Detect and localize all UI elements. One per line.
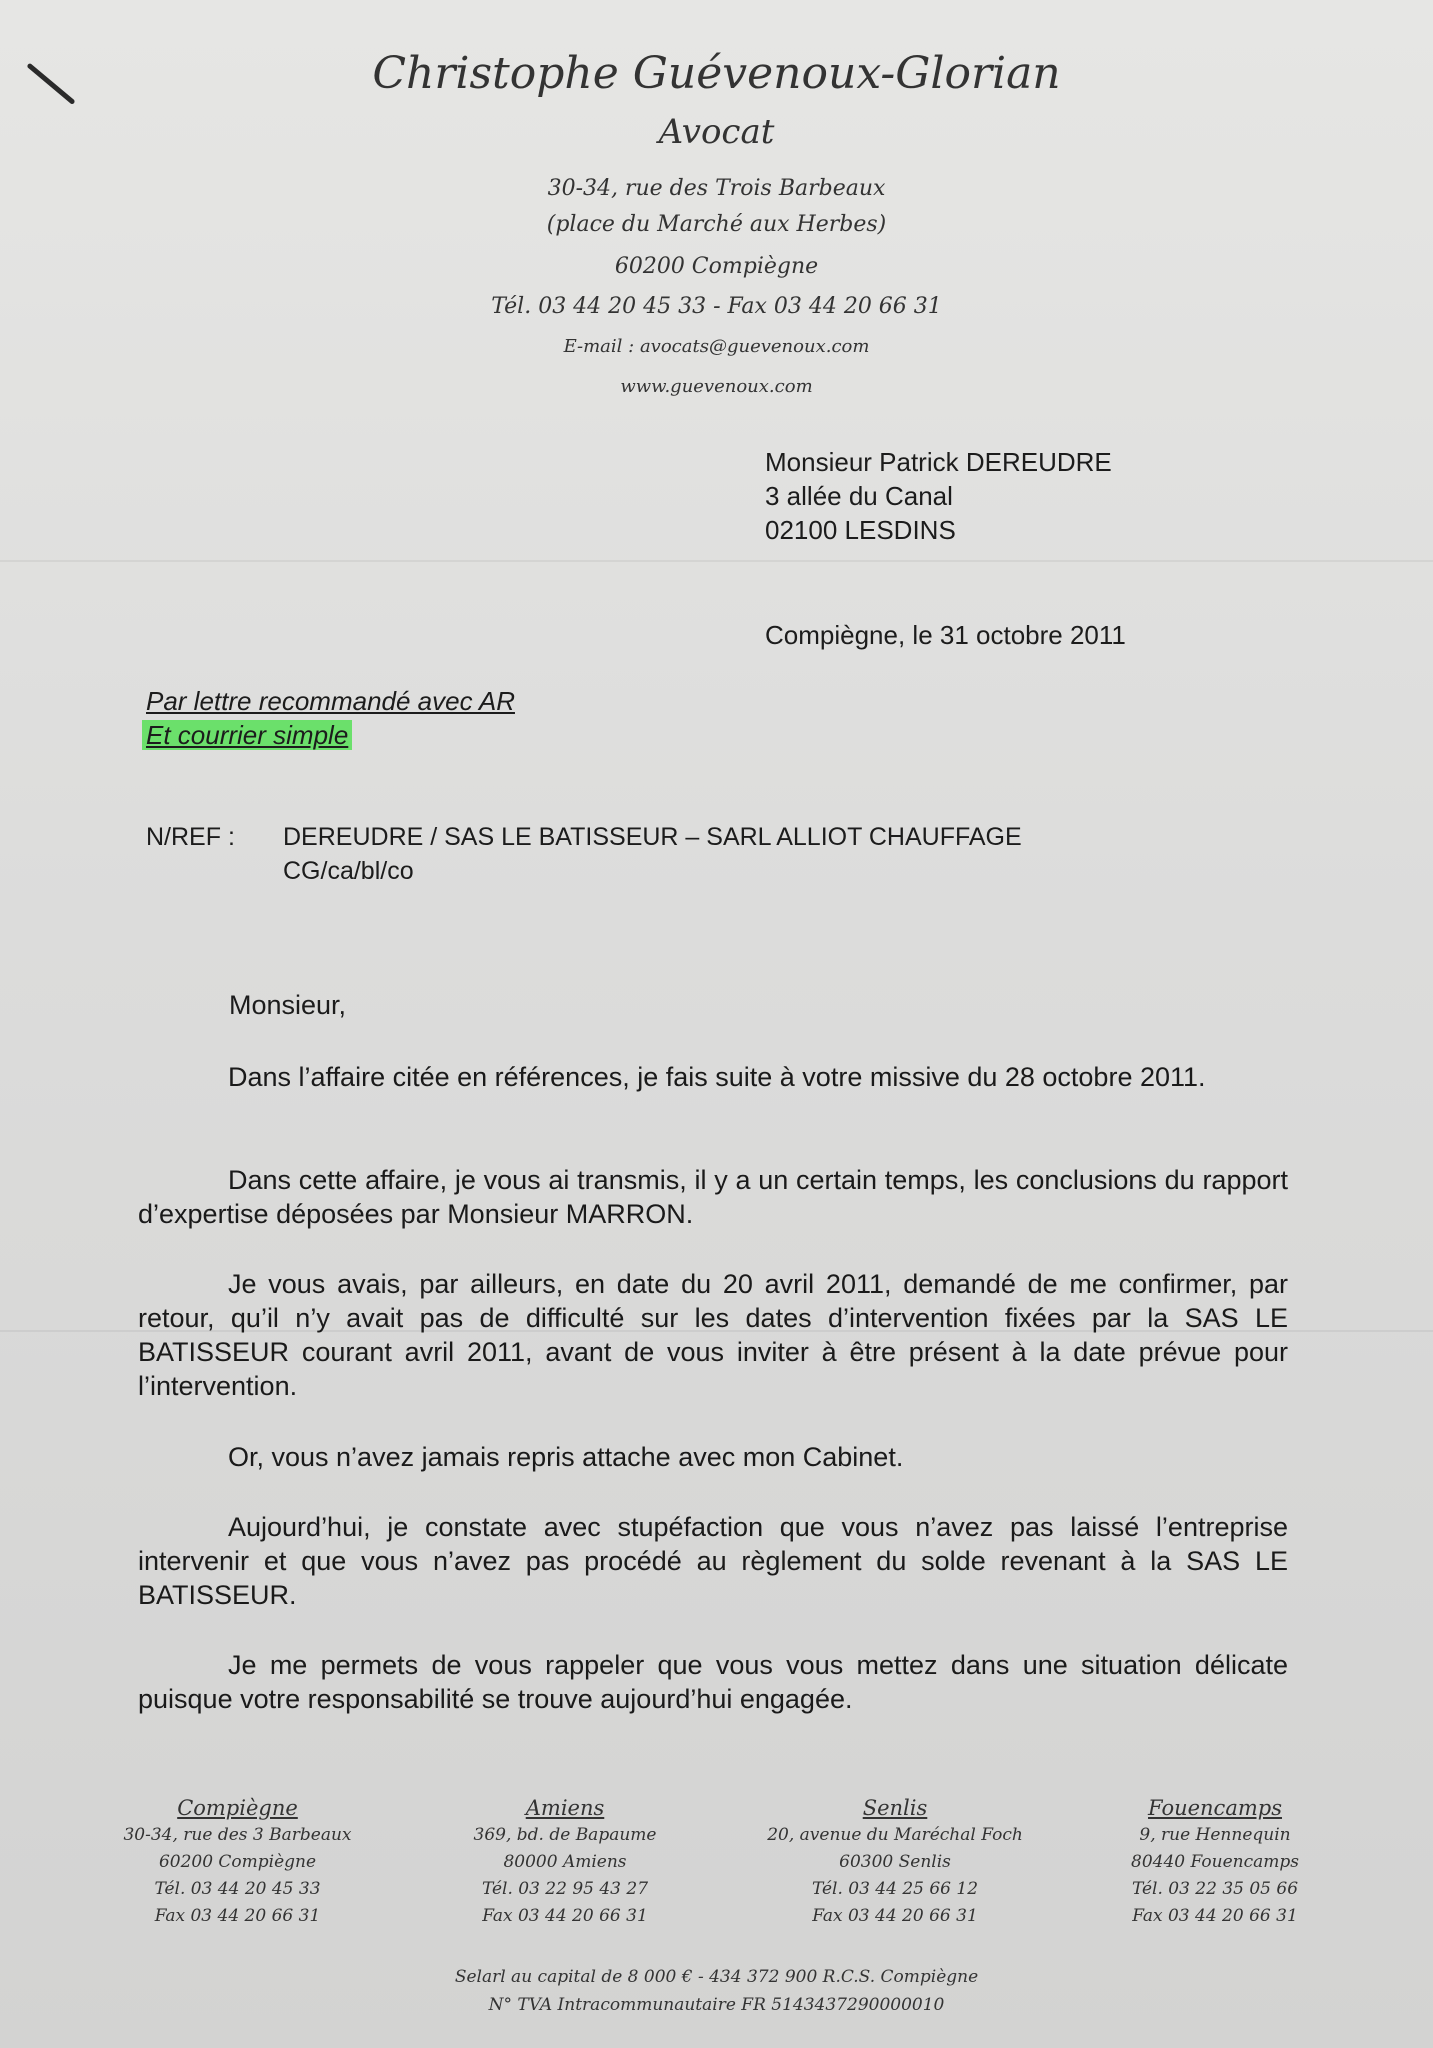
office-line2: 80000 Amiens xyxy=(503,1852,627,1872)
legal-line2: N° TVA Intracommunautaire FR 5143437290000010 xyxy=(488,1995,945,2015)
office-line1: 30-34, rue des 3 Barbeaux xyxy=(123,1825,352,1845)
office-tel: Tél. 03 44 25 66 12 xyxy=(811,1879,979,1899)
office-city: Senlis xyxy=(862,1796,928,1820)
office-line2: 80440 Fouencamps xyxy=(1131,1852,1299,1872)
delivery-line2: Et courrier simple xyxy=(142,720,352,750)
office-fax: Fax 03 44 20 66 31 xyxy=(812,1906,978,1926)
recipient-block xyxy=(765,445,1112,547)
office-city: Compiègne xyxy=(177,1796,298,1820)
recipient-city: 02100 LESDINS xyxy=(765,515,956,545)
salutation: Monsieur, xyxy=(229,990,347,1020)
paper-fold xyxy=(0,560,1433,562)
office-fax: Fax 03 44 20 66 31 xyxy=(482,1906,648,1926)
office-line2: 60300 Senlis xyxy=(839,1852,951,1872)
office-fax: Fax 03 44 20 66 31 xyxy=(1132,1906,1298,1926)
letterhead-title: Avocat xyxy=(658,112,775,152)
recipient-street: 3 allée du Canal xyxy=(765,481,953,511)
office-fax: Fax 03 44 20 66 31 xyxy=(154,1906,321,1926)
office-line1: 20, avenue du Maréchal Foch xyxy=(767,1825,1023,1845)
date-line: Compiègne, le 31 octobre 2011 xyxy=(765,620,1126,650)
office-tel: Tél. 03 44 20 45 33 xyxy=(154,1879,321,1899)
letterhead-website: www.guevenoux.com xyxy=(620,376,813,397)
body-paragraph: Je vous avais, par ailleurs, en date du 20 avril 2011, demandé de me confirmer, par retour, qu’il n’y avait pas de difficulté sur les dates d’intervention fixées par la SAS LE BATISSEUR courant avril 2011, avant de vous inviter à être présent à la date prévue pour l’intervention. xyxy=(138,1269,1288,1401)
letterhead-email: E-mail : avocats@guevenoux.com xyxy=(563,336,870,357)
reference-block xyxy=(283,820,1022,888)
delivery-line2-highlighted xyxy=(142,718,352,752)
office-city: Fouencamps xyxy=(1148,1796,1282,1820)
letterhead-city: 60200 Compiègne xyxy=(614,254,819,279)
body-paragraph: Dans l’affaire citée en références, je fais suite à votre missive du 28 octobre 2011. xyxy=(228,1062,1206,1092)
reference-line1: DEREUDRE / SAS LE BATISSEUR – SARL ALLIOT CHAUFFAGE xyxy=(283,823,1022,851)
body-paragraph: Aujourd’hui, je constate avec stupéfaction que vous n’avez pas laissé l’entreprise intervenir et que vous n’avez pas procédé au règlement du solde revenant à la SAS LE BATISSEUR. xyxy=(138,1512,1288,1610)
office-fouencamps xyxy=(1090,1795,1340,1930)
office-line2: 60200 Compiègne xyxy=(158,1852,317,1872)
office-tel: Tél. 03 22 35 05 66 xyxy=(1131,1879,1299,1899)
letterhead-address1: 30-34, rue des Trois Barbeaux xyxy=(547,176,886,201)
reference-label: N/REF : xyxy=(146,823,235,851)
office-city: Amiens xyxy=(525,1796,605,1820)
recipient-name: Monsieur Patrick DEREUDRE xyxy=(765,447,1112,477)
office-senlis xyxy=(740,1795,1050,1930)
body-paragraph: Dans cette affaire, je vous ai transmis, il y a un certain temps, les conclusions du rapport d’expertise déposées par Monsieur MARRON. xyxy=(138,1165,1288,1229)
office-compiegne xyxy=(110,1795,365,1930)
office-line1: 9, rue Hennequin xyxy=(1139,1825,1291,1845)
legal-line1: Selarl au capital de 8 000 € - 434 372 900 R.C.S. Compiègne xyxy=(454,1967,979,1987)
reference-line2: CG/ca/bl/co xyxy=(283,857,414,885)
body-paragraph: Or, vous n’avez jamais repris attache avec mon Cabinet. xyxy=(228,1442,904,1472)
office-line1: 369, bd. de Bapaume xyxy=(473,1825,657,1845)
body-paragraph: Je me permets de vous rappeler que vous vous mettez dans une situation délicate puisque votre responsabilité se trouve aujourd’hui engagée. xyxy=(138,1650,1288,1714)
delivery-line1: Par lettre recommandé avec AR xyxy=(146,686,515,716)
office-tel: Tél. 03 22 95 43 27 xyxy=(481,1879,649,1899)
letterhead-address2: (place du Marché aux Herbes) xyxy=(546,212,887,237)
office-amiens xyxy=(440,1795,690,1930)
letterhead-name: Christophe Guévenoux-Glorian xyxy=(372,48,1061,99)
letterhead-phone-fax: Tél. 03 44 20 45 33 - Fax 03 44 20 66 31 xyxy=(491,294,942,319)
